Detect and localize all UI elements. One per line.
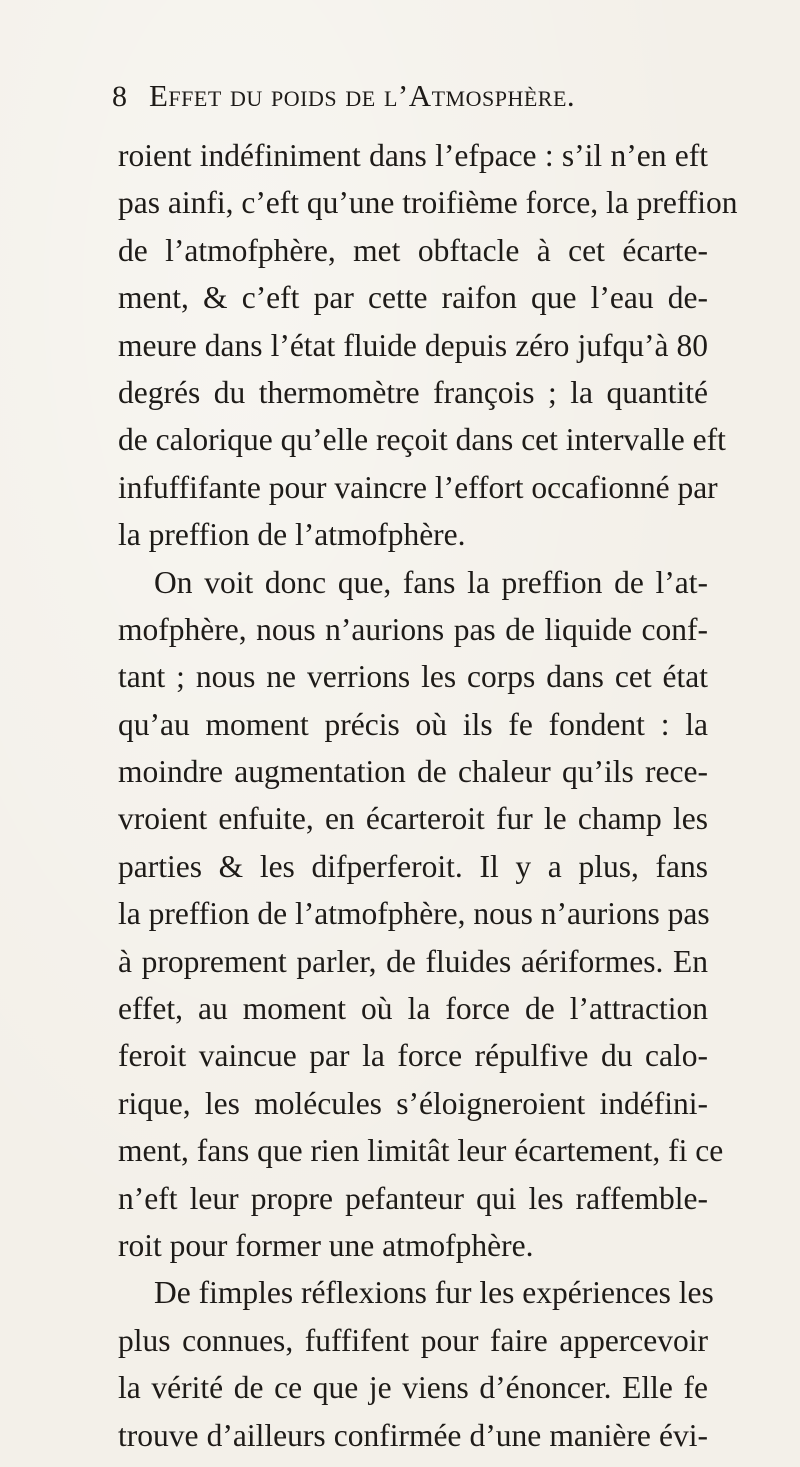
text-line: infuffifante pour vaincre l’effort occafionné par xyxy=(118,469,718,505)
text-line: ment, & c’eft par cette raifon que l’eau de- xyxy=(118,280,708,316)
text-line: roit pour former une atmofphère. xyxy=(118,1227,534,1263)
text-line: degrés du thermomètre françois ; la quantité xyxy=(118,374,708,410)
text-line: meure dans l’état fluide depuis zéro jufqu’à 80 xyxy=(118,327,708,363)
page-header xyxy=(112,78,712,138)
text-line: feroit vaincue par la force répulfive du calo- xyxy=(118,1038,708,1074)
text-line: qu’au moment précis où ils fe fondent : la xyxy=(118,706,708,742)
text-line: de calorique qu’elle reçoit dans cet intervalle eft xyxy=(118,422,726,458)
text-line: pas ainfi, c’eft qu’une troifième force, la preffion xyxy=(118,185,738,221)
text-line: trouve d’ailleurs confirmée d’une manière évi- xyxy=(118,1417,708,1453)
text-line: n’eft leur propre pefanteur qui les raffemble- xyxy=(118,1180,708,1216)
text-line: moindre augmentation de chaleur qu’ils rece- xyxy=(118,754,708,790)
text-line: à proprement parler, de fluides aériformes. En xyxy=(118,943,708,979)
body-text xyxy=(118,132,738,1459)
page-number: 8 xyxy=(112,80,127,113)
text-line: plus connues, fuffifent pour faire appercevoir xyxy=(118,1322,708,1358)
text-line: mofphère, nous n’aurions pas de liquide conf- xyxy=(118,611,708,647)
text-line: parties & les difperferoit. Il y a plus, fans xyxy=(118,848,708,884)
text-line: vroient enfuite, en écarteroit fur le champ les xyxy=(118,801,708,837)
text-line: tant ; nous ne verrions les corps dans cet état xyxy=(118,659,708,695)
text-line: roient indéfiniment dans l’efpace : s’il n’en eft xyxy=(118,138,708,173)
text-line: la vérité de ce que je viens d’énoncer. Elle fe xyxy=(118,1370,708,1406)
text-line: ment, fans que rien limitât leur écartement, fi ce xyxy=(118,1133,724,1169)
text-line: rique, les molécules s’éloigneroient indéfini- xyxy=(118,1085,708,1121)
text-line: de l’atmofphère, met obftacle à cet écarte- xyxy=(118,232,708,268)
text-line: On voit donc que, fans la preffion de l’at- xyxy=(154,564,708,600)
text-line: la preffion de l’atmofphère. xyxy=(118,517,466,553)
text-line: De fimples réflexions fur les expériences les xyxy=(154,1275,714,1311)
text-line: effet, au moment où la force de l’attraction xyxy=(118,991,708,1027)
running-title: Effet du poids de l’Atmosphère. xyxy=(149,78,576,113)
text-line: la preffion de l’atmofphère, nous n’aurions pas xyxy=(118,896,710,932)
